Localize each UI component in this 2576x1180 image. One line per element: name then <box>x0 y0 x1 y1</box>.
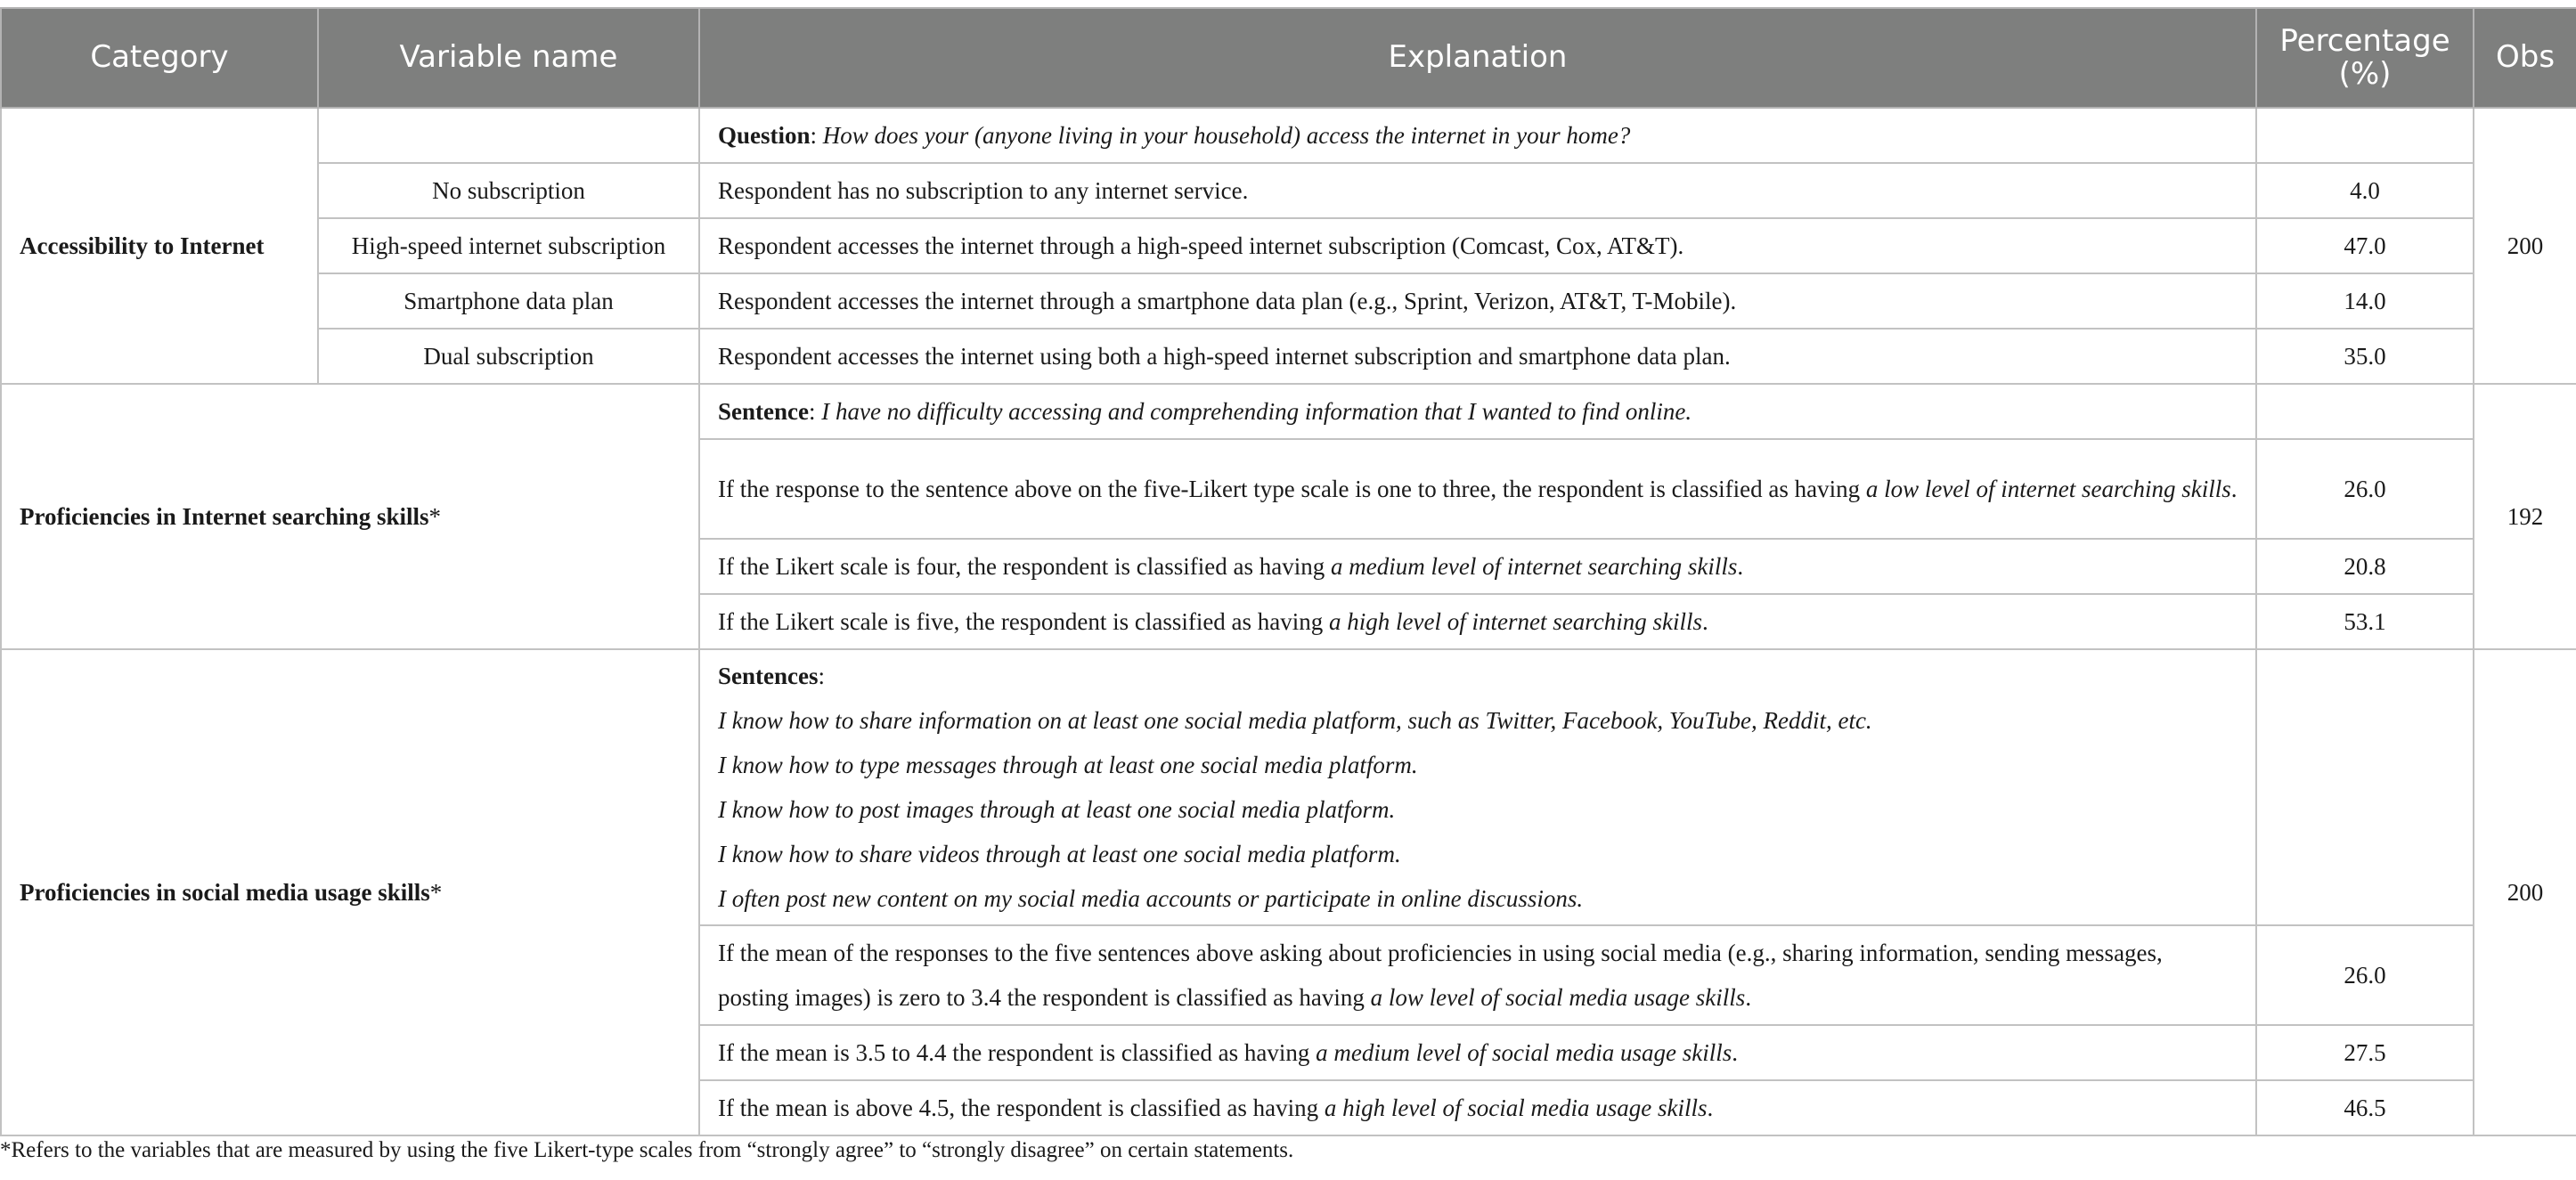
sentence-text: I have no difficulty accessing and comprehending information that I wanted to find online. <box>821 398 1692 425</box>
explanation-end: . <box>1701 608 1708 635</box>
category-label: Proficiencies in Internet searching skills <box>20 502 429 530</box>
explanation-cell: Respondent accesses the internet using both a high-speed internet subscription and smartphone data plan. <box>699 329 2256 384</box>
explanation-cell: Respondent accesses the internet through a high-speed internet subscription (Comcast, Cox, AT&T). <box>699 218 2256 273</box>
explanation-level: a high level of social media usage skills <box>1324 1095 1708 1121</box>
explanation-cell: Question: How does your (anyone living in your household) access the internet in your home? <box>699 108 2256 163</box>
variable-cell: No subscription <box>318 163 699 218</box>
footnote-marker: * <box>428 502 441 530</box>
explanation-end: . <box>1745 984 1752 1011</box>
explanation-end: . <box>2230 476 2238 502</box>
explanation-text: If the mean of the responses to the five sentences above asking about proficiencies in using social media (e.g., sharing information, sending messages, posting images) is zero to 3.4 the respondent is classified as having <box>718 940 2163 1011</box>
explanation-text: If the response to the sentence above on the five-Likert type scale is one to three, the respondent is classified as having <box>718 476 1866 502</box>
percentage-cell <box>2256 384 2474 439</box>
explanation-end: . <box>1707 1095 1714 1121</box>
sentences-label: Sentences <box>718 663 819 689</box>
explanation-cell <box>699 1080 2256 1135</box>
percentage-cell: 4.0 <box>2256 163 2474 218</box>
sentence-item: I know how to type messages through at least one social media platform. <box>718 752 1418 778</box>
explanation-cell: Respondent accesses the internet through a smartphone data plan (e.g., Sprint, Verizon, AT&T, T-Mobile). <box>699 273 2256 329</box>
obs-cell: 200 <box>2474 108 2576 384</box>
percentage-cell: 26.0 <box>2256 925 2474 1025</box>
question-text: How does your (anyone living in your household) access the internet in your home? <box>822 122 1631 149</box>
percentage-cell: 26.0 <box>2256 439 2474 539</box>
category-label: Proficiencies in social media usage skills <box>20 878 430 906</box>
explanation-text: If the mean is 3.5 to 4.4 the respondent is classified as having <box>718 1039 1317 1066</box>
explanation-end: . <box>1737 553 1744 580</box>
obs-cell: 192 <box>2474 384 2576 649</box>
variable-cell: High-speed internet subscription <box>318 218 699 273</box>
category-label: Accessibility to Internet <box>20 232 265 259</box>
obs-cell: 200 <box>2474 649 2576 1135</box>
explanation-cell: Sentence: I have no difficulty accessing and comprehending information that I wanted to find online. <box>699 384 2256 439</box>
explanation-cell <box>699 439 2256 539</box>
explanation-text: If the Likert scale is four, the respondent is classified as having <box>718 553 1331 580</box>
header-obs: Obs <box>2474 8 2576 108</box>
explanation-cell: Respondent has no subscription to any internet service. <box>699 163 2256 218</box>
percentage-cell <box>2256 108 2474 163</box>
table-row <box>1 218 2576 273</box>
table-container <box>0 7 2576 1136</box>
percentage-cell: 47.0 <box>2256 218 2474 273</box>
table-row <box>1 649 2576 925</box>
explanation-cell <box>699 649 2256 925</box>
percentage-cell: 27.5 <box>2256 1025 2474 1080</box>
explanation-cell <box>699 539 2256 594</box>
percentage-cell <box>2256 649 2474 925</box>
percentage-cell: 35.0 <box>2256 329 2474 384</box>
explanation-level: a medium level of internet searching skills <box>1330 553 1738 580</box>
percentage-cell: 53.1 <box>2256 594 2474 649</box>
category-cell <box>1 384 699 649</box>
header-category: Category <box>1 8 318 108</box>
table-footnote: *Refers to the variables that are measured by using the five Likert-type scales from “strongly agree” to “strongly disagree” on certain statements. <box>0 1138 1294 1162</box>
table-row <box>1 384 2576 439</box>
table-row <box>1 163 2576 218</box>
explanation-cell <box>699 594 2256 649</box>
explanation-cell <box>699 1025 2256 1080</box>
variable-cell <box>318 108 699 163</box>
explanation-end: . <box>1732 1039 1739 1066</box>
explanation-level: a medium level of social media usage skills <box>1316 1039 1732 1066</box>
explanation-level: a low level of internet searching skills <box>1865 476 2231 502</box>
footnote-marker: * <box>429 878 443 906</box>
percentage-cell: 14.0 <box>2256 273 2474 329</box>
category-cell <box>1 108 318 384</box>
table-row <box>1 329 2576 384</box>
header-percentage-label: Percentage (%) <box>2279 22 2450 92</box>
explanation-cell <box>699 925 2256 1025</box>
sentences-heading: Sentences: <box>718 663 825 689</box>
header-variable-name: Variable name <box>318 8 699 108</box>
percentage-cell: 20.8 <box>2256 539 2474 594</box>
header-explanation: Explanation <box>699 8 2256 108</box>
explanation-text: If the mean is above 4.5, the respondent is classified as having <box>718 1095 1325 1121</box>
sentence-item: I know how to share information on at least one social media platform, such as Twitter, Facebook, YouTube, Reddit, etc. <box>718 707 1872 734</box>
sentence-item: I know how to post images through at least one social media platform. <box>718 796 1396 823</box>
sentence-label: Sentence <box>718 398 809 425</box>
sentence-item: I know how to share videos through at least one social media platform. <box>718 841 1401 867</box>
category-cell <box>1 649 699 1135</box>
header-row <box>1 8 2576 108</box>
question-label: Question <box>718 122 811 149</box>
header-percentage <box>2256 8 2474 108</box>
variable-cell: Dual subscription <box>318 329 699 384</box>
table-row <box>1 273 2576 329</box>
percentage-cell: 46.5 <box>2256 1080 2474 1135</box>
table-row <box>1 108 2576 163</box>
explanation-text: If the Likert scale is five, the respondent is classified as having <box>718 608 1330 635</box>
explanation-level: a high level of internet searching skills <box>1329 608 1702 635</box>
sentence-item: I often post new content on my social media accounts or participate in online discussions. <box>718 885 1584 912</box>
variable-cell: Smartphone data plan <box>318 273 699 329</box>
data-table <box>0 7 2576 1136</box>
explanation-level: a low level of social media usage skills <box>1370 984 1746 1011</box>
